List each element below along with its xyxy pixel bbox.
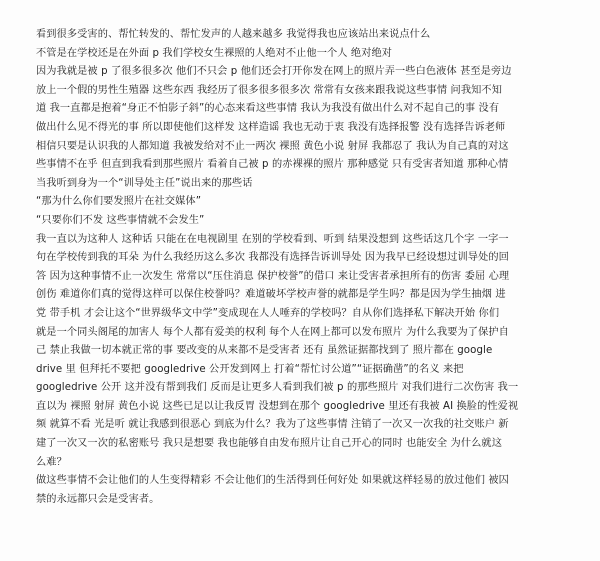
text-line: drive 里 但拜托不要把 googledrive 公开发到网上 打着“帮忙讨公道”“证据确凿”的名义 来把 — [36, 363, 464, 375]
text-line: 频 就算不看 光是听 就让我感到很恶心 到底为什么？我为了这些事情 注销了一次又一次我的社交账户 新 — [36, 419, 509, 431]
quote-line: “那为什么你们要发照片在社交媒体” — [36, 196, 202, 208]
text-line: 放上一个假的男性生殖器 这些东西 我经历了很多很多很多次 常常有女孩来跟我说这些事情 问我知不知 — [36, 84, 502, 96]
text-line: 么难？ — [36, 456, 67, 468]
text-line: 当我听到身为一个“训导处主任”说出来的那些话 — [36, 177, 253, 189]
text-line: 答 因为这种事情不止一次发生 常常以“压住消息 保护校誉”的借口 来让受害者承担所有的伤害 委屈 心理 — [36, 270, 510, 282]
text-line: 禁的永远都只会是受害者。 — [36, 493, 160, 505]
text-line: 做出什么见不得光的事 所以即使他们这样发 这样造谣 我也无动于衷 我没有选择报警 没有选择告诉老师 — [36, 121, 506, 133]
text-line: 建了一次又一次的私密账号 我只是想要 我也能够自由发布照片让自己开心的同时 也能安全 为什么就这 — [36, 438, 502, 450]
text-line: 因为我就是被 p 了很多很多次 他们不只会 p 他们还会打开你发在网上的照片弄一些白色液体 甚至是旁边 — [36, 66, 512, 78]
text-line: 直以为 裸照 射屏 黄色小说 这些已足以让我反胃 没想到在那个 googledrive 里还有我被 AI 换脸的性爱视 — [36, 400, 519, 412]
text-line: 己 禁止我做一切本就正常的事 要改变的从来都不是受害者 还有 虽然证据都找到了 照片都在 google — [36, 345, 493, 357]
text-line: 我一直以为这种人 这种话 只能在在电视剧里 在别的学校看到、听到 结果没想到 这些话这几个字 一字一 — [36, 233, 509, 245]
text-line: 句在学校传到我的耳朵 为什么我经历这么多次 我都没有选择告诉训导处 因为我早已经设想过训导处的回 — [36, 252, 509, 264]
quote-line: “只要你们不发 这些事情就不会发生” — [36, 214, 205, 226]
text-line: 党 带手机 才会让这个“世界级华文中学”变成现在人人唾弃的学校吗？自从你们选择私下解决开始 你们 — [36, 307, 500, 319]
text-line: 道 我一直都是抱着“身正不怕影子斜”的心态来看这些事情 我认为我没有做出什么对不起自己的事 没有 — [36, 103, 500, 115]
text-line: 就是一个同头阁尾的加害人 每个人都有爱美的权利 每个人在网上都可以发布照片 为什么我要为了保护自 — [36, 326, 509, 338]
text-line: googledrive 公开 这并没有帮到我们 反而是让更多人看到我们被 p 的那些照片 对我们进行二次伤害 我一 — [36, 382, 519, 394]
text-line: 做这些事情不会让他们的人生变得精彩 不会让他们的生活得到任何好处 如果就这样轻易的放过他们 被囚 — [36, 475, 509, 487]
text-line: 相信只要是认识我的人都知道 我被发给对不止一两次 裸照 黄色小说 射屏 我都忍了 我认为自己真的对这 — [36, 140, 509, 152]
text-line: 些事情不在乎 但直到我看到那些照片 看着自己被 p 的赤裸裸的照片 那种感觉 只有受害者知道 那种心情 — [36, 159, 509, 171]
text-line: 看到很多受害的、帮忙转发的、帮忙发声的人越来越多 我觉得我也应该站出来说点什么 — [36, 29, 431, 40]
statement-text — [36, 26, 588, 509]
text-line: 不管是在学校还是在外面 p 我们学校女生裸照的人绝对不止他一个人 绝对绝对 — [36, 47, 393, 59]
text-line: 创伤 难道你们真的觉得这样可以保住校誉吗？难道破坏学校声誉的就都是学生吗？都是因为学生抽烟 进 — [36, 289, 506, 301]
